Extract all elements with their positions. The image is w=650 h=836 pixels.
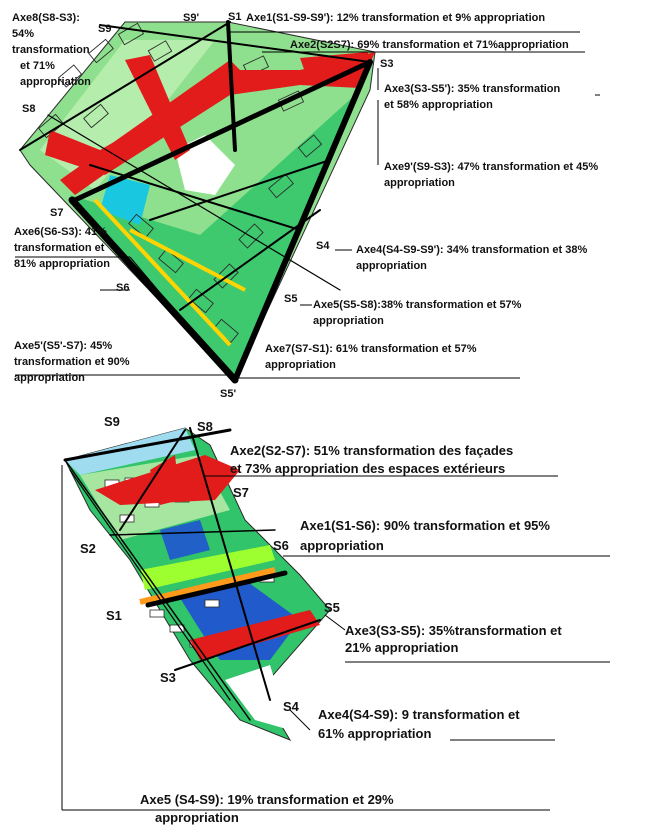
axe3-bottom-line-2: 21% appropriation [345, 640, 459, 655]
top-node-S9: S9 [98, 23, 112, 35]
axe8-line-3: transformation [12, 44, 90, 56]
bottom-map [62, 414, 610, 825]
bottom-node-S2: S2 [80, 541, 96, 556]
top-node-S8: S8 [22, 103, 36, 115]
bottom-node-S7: S7 [233, 485, 249, 500]
axe2-bottom-line-1: Axe2(S2-S7): 51% transformation des façades [230, 443, 514, 458]
axe4-top-line-2: appropriation [356, 260, 427, 272]
bottom-node-S4: S4 [283, 699, 299, 714]
axe7-line-1: Axe7(S7-S1): 61% transformation et 57% [265, 343, 477, 355]
axe5-bottom-line-1: Axe5 (S4-S9): 19% transformation et 29% [140, 792, 394, 807]
top-node-S5p: S5' [220, 388, 237, 400]
axe3-top-line-1: Axe3(S3-S5'): 35% transformation [384, 83, 561, 95]
axe2-top: Axe2(S2S7): 69% transformation et 71%appropriation [290, 39, 569, 51]
axe9-line-2: appropriation [384, 177, 455, 189]
axe8-line-5: appropriation [20, 76, 91, 88]
top-node-S7: S7 [50, 207, 64, 219]
bottom-node-S8: S8 [197, 419, 213, 434]
top-node-S6: S6 [116, 282, 130, 294]
axe1-bottom-line-1: Axe1(S1-S6): 90% transformation et 95% [300, 518, 550, 533]
axe3-bottom-line-1: Axe3(S3-S5): 35%transformation et [345, 623, 562, 638]
top-node-S4: S4 [316, 240, 330, 252]
axe5p-line-2: transformation et 90% [14, 356, 130, 368]
axe4-top-line-1: Axe4(S4-S9-S9'): 34% transformation et 38% [356, 244, 588, 256]
bottom-node-S9: S9 [104, 414, 120, 429]
axe9-line-1: Axe9'(S9-S3): 47% transformation et 45% [384, 161, 599, 173]
bottom-node-S6: S6 [273, 538, 289, 553]
axe5p-line-3: appropriation [14, 372, 85, 384]
axe5-top-line-1: Axe5(S5-S8):38% transformation et 57% [313, 299, 522, 311]
top-node-S1: S1 [228, 11, 242, 23]
bottom-node-S1: S1 [106, 608, 122, 623]
axe2-bottom-line-2: et 73% appropriation des espaces extérieurs [230, 461, 506, 476]
bottom-node-S5: S5 [324, 600, 340, 615]
top-map [12, 11, 600, 400]
axe7-line-2: appropriation [265, 359, 336, 371]
axe4-bottom-line-1: Axe4(S4-S9): 9 transformation et [318, 707, 520, 722]
axe6-line-1: Axe6(S6-S3): 41% [14, 226, 107, 238]
top-node-S5: S5 [284, 293, 298, 305]
axe1-bottom-line-2: appropriation [300, 538, 384, 553]
axe1-top: Axe1(S1-S9-S9'): 12% transformation et 9% appropriation [246, 12, 546, 24]
axe5p-line-1: Axe5'(S5'-S7): 45% [14, 340, 113, 352]
axe4-bottom-line-2: 61% appropriation [318, 726, 432, 741]
axe5-bottom-line-2: appropriation [155, 810, 239, 825]
axe8-line-4: et 71% [20, 60, 55, 72]
axe8-line-1: Axe8(S8-S3): [12, 12, 80, 24]
axe6-line-2: transformation et [14, 242, 105, 254]
top-node-S9p: S9' [183, 12, 200, 24]
axe3-top-line-2: et 58% appropriation [384, 99, 493, 111]
axe5-top-line-2: appropriation [313, 315, 384, 327]
top-node-S3: S3 [380, 58, 394, 70]
axe6-line-3: 81% appropriation [14, 258, 110, 270]
axe8-line-2: 54% [12, 28, 35, 40]
bottom-node-S3: S3 [160, 670, 176, 685]
